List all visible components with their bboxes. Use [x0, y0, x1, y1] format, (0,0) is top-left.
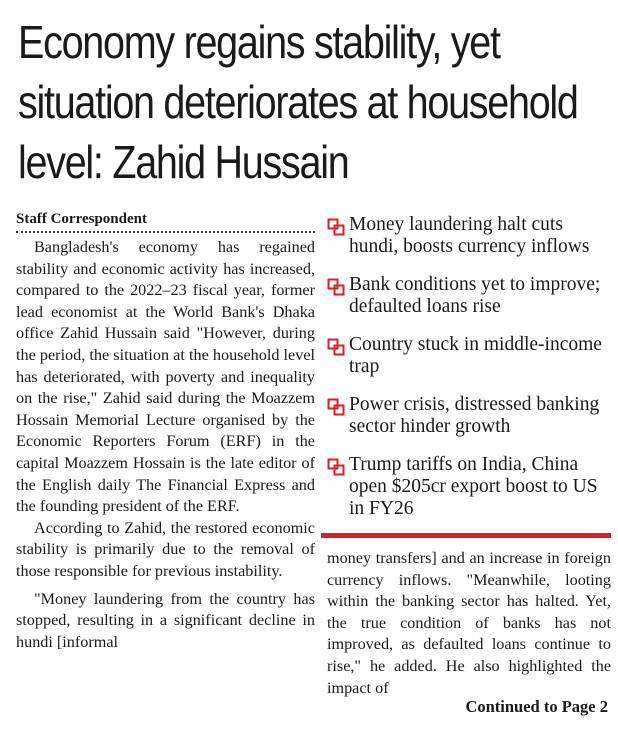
- highlight-text: Money laundering halt cuts hundi, boosts currency inflows: [349, 214, 590, 257]
- highlight-item[interactable]: [327, 214, 613, 258]
- link-icon: [327, 458, 345, 476]
- highlight-text: Trump tariffs on India, China open $205cr export boost to US in FY26: [349, 454, 598, 519]
- body-paragraph: According to Zahid, the restored economic stability is primarily due to the removal of those responsible for previous instability.: [16, 518, 315, 580]
- body-paragraph: money transfers] and an increase in foreign currency inflows. "Meanwhile, looting within the banking sector has halted. Yet, the true condition of banks has not improved, as defaulted loans continue to rise," he added. He also highlighted the impact of: [327, 549, 611, 697]
- highlight-text: Country stuck in middle-income trap: [349, 334, 602, 377]
- highlight-item[interactable]: [327, 394, 613, 438]
- highlight-text: Power crisis, distressed banking sector hinder growth: [349, 394, 600, 437]
- body-paragraph: "Money laundering from the country has stopped, resulting in a significant decline in hundi [informal: [16, 589, 315, 651]
- body-paragraph: Bangladesh's economy has regained stability and economic activity has increased, compared to the 2022–23 fiscal year, former lead economist at the World Bank's Dhaka office Zahid Hussain said "However, during the period, the situation at the household level has deteriorated, with poverty and inequality on the rise," Zahid said during the Moazzem Hossain Memorial Lecture organised by the Economic Reporters Forum (ERF) in the capital Moazzem Hossain is the late editor of the English daily The Financial Express and the founding president of the ERF.: [16, 238, 315, 516]
- highlight-item[interactable]: [327, 334, 613, 378]
- related-highlights-list: [327, 214, 613, 536]
- article-body-right-column: [327, 548, 611, 699]
- headline: Economy regains stability, yet situation deteriorates at household level: Zahid Hussain: [18, 16, 578, 188]
- article-body-left-column: [16, 237, 315, 653]
- red-divider: [321, 533, 611, 538]
- link-icon: [327, 338, 345, 356]
- highlight-text: Bank conditions yet to improve; defaulted loans rise: [349, 274, 601, 317]
- link-icon: [327, 278, 345, 296]
- link-icon: [327, 398, 345, 416]
- byline: Staff Correspondent: [16, 211, 315, 233]
- highlight-item[interactable]: [327, 454, 613, 520]
- highlight-item[interactable]: [327, 274, 613, 318]
- link-icon: [327, 218, 345, 236]
- continued-link[interactable]: Continued to Page 2: [465, 697, 608, 716]
